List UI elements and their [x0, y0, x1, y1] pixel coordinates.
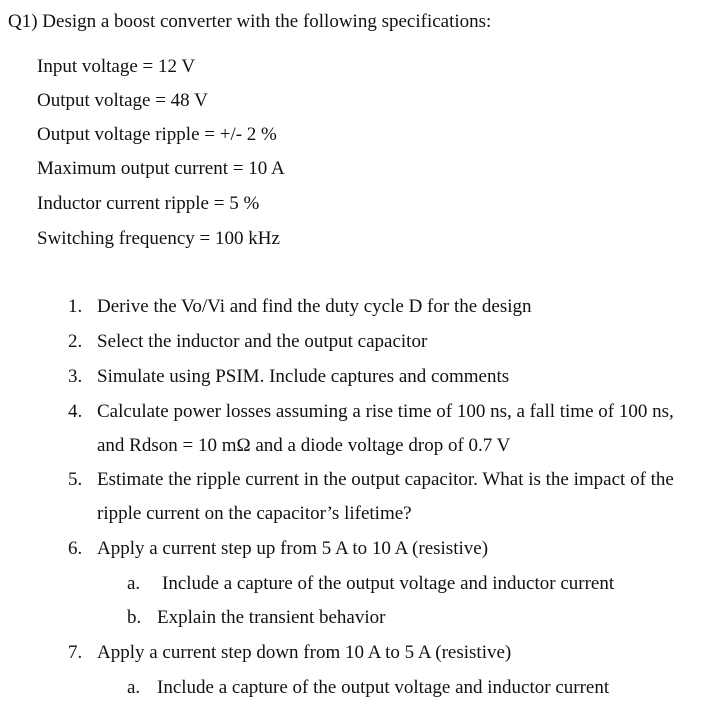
- subtask-text: Include a capture of the output voltage and inductor current: [162, 573, 615, 594]
- spec-switching-frequency: Switching frequency = 100 kHz: [37, 228, 280, 249]
- question-title: Q1) Design a boost converter with the following specifications:: [8, 11, 492, 32]
- subtask-text: Explain the transient behavior: [157, 607, 386, 628]
- task-number: 6.: [68, 538, 83, 559]
- subtask-letter: a.: [127, 573, 141, 594]
- task-text: Calculate power losses assuming a rise time of 100 ns, a fall time of 100 ns,: [97, 401, 674, 422]
- task-text: Apply a current step up from 5 A to 10 A (resistive): [97, 538, 489, 559]
- spec-max-current: Maximum output current = 10 A: [37, 158, 285, 179]
- subtask-letter: a.: [127, 677, 141, 698]
- task-number: 7.: [68, 642, 83, 663]
- subtask-letter: b.: [127, 607, 142, 628]
- task-text: Estimate the ripple current in the output capacitor. What is the impact of the: [97, 469, 674, 490]
- task-text: Derive the Vo/Vi and find the duty cycle D for the design: [97, 296, 532, 317]
- spec-output-ripple: Output voltage ripple = +/- 2 %: [37, 124, 277, 145]
- task-text: Simulate using PSIM. Include captures and comments: [97, 366, 510, 387]
- spec-output-voltage: Output voltage = 48 V: [37, 90, 208, 111]
- subtask-text: Include a capture of the output voltage and inductor current: [157, 677, 610, 698]
- task-text: Apply a current step down from 10 A to 5 A (resistive): [97, 642, 512, 663]
- task-number: 3.: [68, 366, 83, 387]
- task-number: 2.: [68, 331, 83, 352]
- spec-inductor-ripple: Inductor current ripple = 5 %: [37, 193, 260, 214]
- spec-input-voltage: Input voltage = 12 V: [37, 56, 196, 77]
- task-text: Select the inductor and the output capacitor: [97, 331, 428, 352]
- task-number: 1.: [68, 296, 83, 317]
- task-text-continued: ripple current on the capacitor’s lifetime?: [97, 503, 412, 524]
- task-text-continued: and Rdson = 10 mΩ and a diode voltage drop of 0.7 V: [97, 435, 511, 456]
- task-number: 4.: [68, 401, 83, 422]
- task-number: 5.: [68, 469, 83, 490]
